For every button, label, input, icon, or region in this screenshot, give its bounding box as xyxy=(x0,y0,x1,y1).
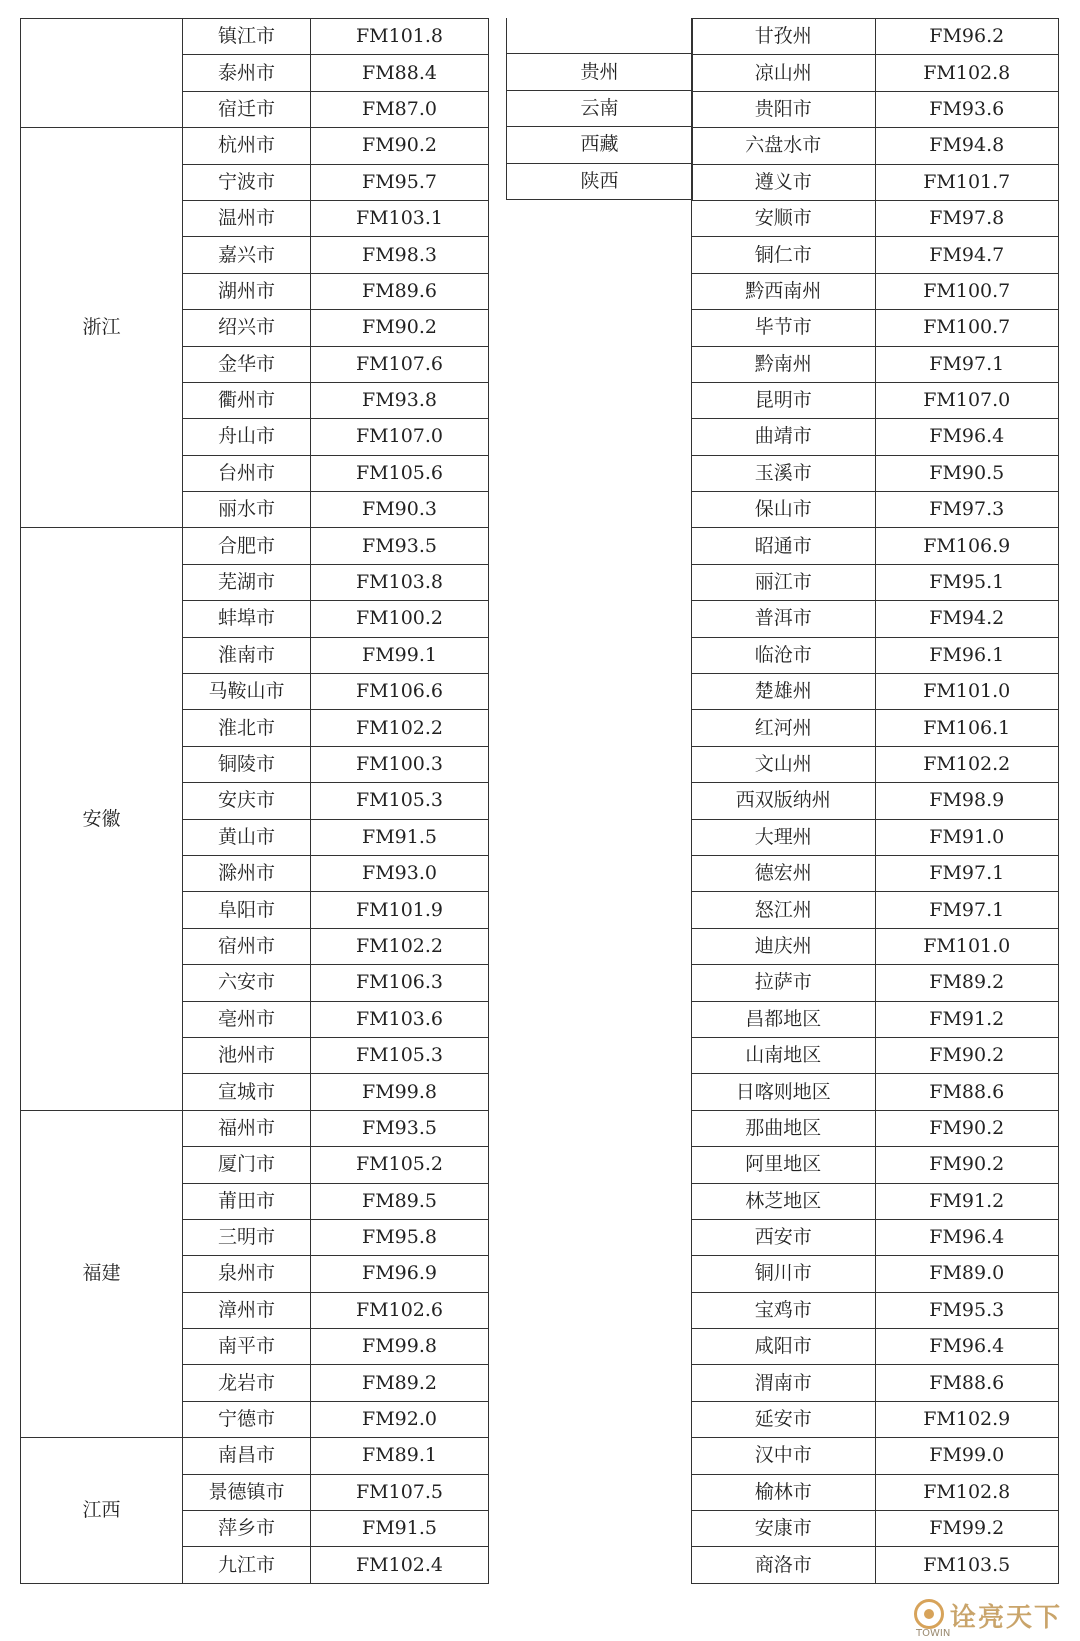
frequency-cell: FM102.2 xyxy=(875,746,1059,782)
table-row xyxy=(692,237,1059,273)
city-cell: 宝鸡市 xyxy=(692,1292,876,1328)
city-cell: 安顺市 xyxy=(692,200,876,236)
table-row xyxy=(692,1365,1059,1401)
frequency-cell: FM103.6 xyxy=(311,1001,489,1037)
table-row xyxy=(692,783,1059,819)
table-row xyxy=(692,346,1059,382)
city-cell: 景德镇市 xyxy=(183,1474,311,1510)
frequency-cell: FM105.6 xyxy=(311,455,489,491)
table-row xyxy=(692,492,1059,528)
frequency-cell: FM93.8 xyxy=(311,382,489,418)
watermark-subtitle: TOWIN xyxy=(916,1628,951,1639)
city-cell: 六安市 xyxy=(183,965,311,1001)
city-cell: 淮北市 xyxy=(183,710,311,746)
frequency-cell: FM106.9 xyxy=(875,528,1059,564)
frequency-cell: FM100.7 xyxy=(875,273,1059,309)
table-row xyxy=(692,419,1059,455)
frequency-cell: FM93.0 xyxy=(311,855,489,891)
city-cell: 临沧市 xyxy=(692,637,876,673)
city-cell: 咸阳市 xyxy=(692,1329,876,1365)
city-cell: 厦门市 xyxy=(183,1147,311,1183)
frequency-cell: FM91.5 xyxy=(311,819,489,855)
city-cell: 宁波市 xyxy=(183,164,311,200)
frequency-cell: FM100.3 xyxy=(311,746,489,782)
city-cell: 阿里地区 xyxy=(692,1147,876,1183)
city-cell: 日喀则地区 xyxy=(692,1074,876,1110)
frequency-cell: FM95.8 xyxy=(311,1219,489,1255)
frequency-cell: FM100.7 xyxy=(875,310,1059,346)
frequency-cell: FM92.0 xyxy=(311,1401,489,1437)
frequency-cell: FM102.8 xyxy=(875,1474,1059,1510)
frequency-cell: FM96.4 xyxy=(875,419,1059,455)
city-cell: 嘉兴市 xyxy=(183,237,311,273)
province-cell: 云南 xyxy=(507,90,693,126)
table-row xyxy=(692,1329,1059,1365)
city-cell: 迪庆州 xyxy=(692,928,876,964)
frequency-cell: FM90.2 xyxy=(875,1147,1059,1183)
frequency-cell: FM107.5 xyxy=(311,1474,489,1510)
table-row xyxy=(692,928,1059,964)
frequency-cell: FM99.0 xyxy=(875,1438,1059,1474)
city-cell: 滁州市 xyxy=(183,855,311,891)
table-row xyxy=(692,564,1059,600)
city-cell: 保山市 xyxy=(692,492,876,528)
frequency-cell: FM90.2 xyxy=(311,128,489,164)
city-cell: 马鞍山市 xyxy=(183,674,311,710)
table-row xyxy=(692,1110,1059,1146)
frequency-cell: FM89.0 xyxy=(875,1256,1059,1292)
city-cell: 舟山市 xyxy=(183,419,311,455)
frequency-cell: FM96.4 xyxy=(875,1219,1059,1255)
frequency-cell: FM91.0 xyxy=(875,819,1059,855)
table-row xyxy=(692,1219,1059,1255)
frequency-cell: FM105.2 xyxy=(311,1147,489,1183)
frequency-cell: FM105.3 xyxy=(311,1037,489,1073)
city-cell: 龙岩市 xyxy=(183,1365,311,1401)
city-cell: 芜湖市 xyxy=(183,564,311,600)
frequency-cell: FM93.5 xyxy=(311,528,489,564)
frequency-cell: FM95.7 xyxy=(311,164,489,200)
city-cell: 拉萨市 xyxy=(692,965,876,1001)
table-row xyxy=(692,164,1059,200)
city-cell: 福州市 xyxy=(183,1110,311,1146)
city-cell: 台州市 xyxy=(183,455,311,491)
frequency-cell: FM94.7 xyxy=(875,237,1059,273)
city-cell: 汉中市 xyxy=(692,1438,876,1474)
city-cell: 湖州市 xyxy=(183,273,311,309)
table-row xyxy=(692,1037,1059,1073)
table-row xyxy=(692,710,1059,746)
frequency-cell: FM95.1 xyxy=(875,564,1059,600)
city-cell: 黔西南州 xyxy=(692,273,876,309)
frequency-cell: FM96.2 xyxy=(875,19,1059,55)
city-cell: 铜川市 xyxy=(692,1256,876,1292)
province-cell xyxy=(507,18,693,54)
frequency-cell: FM101.9 xyxy=(311,892,489,928)
city-cell: 黔南州 xyxy=(692,346,876,382)
city-cell: 宁德市 xyxy=(183,1401,311,1437)
table-row xyxy=(692,200,1059,236)
city-cell: 丽江市 xyxy=(692,564,876,600)
frequency-cell: FM107.0 xyxy=(311,419,489,455)
frequency-cell: FM91.5 xyxy=(311,1511,489,1547)
frequency-cell: FM90.3 xyxy=(311,492,489,528)
frequency-cell: FM99.1 xyxy=(311,637,489,673)
frequency-cell: FM99.2 xyxy=(875,1511,1059,1547)
frequency-cell: FM97.8 xyxy=(875,200,1059,236)
city-cell: 昆明市 xyxy=(692,382,876,418)
province-cell: 浙江 xyxy=(21,128,183,528)
city-cell: 宿州市 xyxy=(183,928,311,964)
city-cell: 衢州市 xyxy=(183,382,311,418)
city-cell: 甘孜州 xyxy=(692,19,876,55)
city-cell: 凉山州 xyxy=(692,55,876,91)
frequency-cell: FM103.1 xyxy=(311,200,489,236)
city-cell: 宿迁市 xyxy=(183,91,311,127)
frequency-cell: FM100.2 xyxy=(311,601,489,637)
city-cell: 九江市 xyxy=(183,1547,311,1583)
spacer-cell xyxy=(489,19,507,1584)
table-row xyxy=(21,1110,507,1146)
table-row xyxy=(692,1147,1059,1183)
frequency-cell: FM97.3 xyxy=(875,492,1059,528)
table-row xyxy=(692,601,1059,637)
frequency-cell: FM105.3 xyxy=(311,783,489,819)
city-cell: 莆田市 xyxy=(183,1183,311,1219)
frequency-cell: FM88.6 xyxy=(875,1365,1059,1401)
left-frequency-table xyxy=(20,18,507,1584)
table-row xyxy=(692,819,1059,855)
table-row xyxy=(692,1474,1059,1510)
city-cell: 淮南市 xyxy=(183,637,311,673)
table-row xyxy=(692,1438,1059,1474)
city-cell: 商洛市 xyxy=(692,1547,876,1583)
table-row xyxy=(692,1183,1059,1219)
city-cell: 亳州市 xyxy=(183,1001,311,1037)
logo-icon xyxy=(914,1599,944,1629)
city-cell: 安康市 xyxy=(692,1511,876,1547)
frequency-cell: FM102.4 xyxy=(311,1547,489,1583)
frequency-cell: FM96.9 xyxy=(311,1256,489,1292)
frequency-cell: FM89.2 xyxy=(875,965,1059,1001)
table-row xyxy=(21,19,507,55)
table-row xyxy=(692,1401,1059,1437)
frequency-cell: FM106.3 xyxy=(311,965,489,1001)
table-row xyxy=(692,1256,1059,1292)
frequency-cell: FM102.9 xyxy=(875,1401,1059,1437)
frequency-cell: FM97.1 xyxy=(875,892,1059,928)
frequency-cell: FM89.6 xyxy=(311,273,489,309)
table-row xyxy=(692,455,1059,491)
city-cell: 泰州市 xyxy=(183,55,311,91)
table-row xyxy=(692,892,1059,928)
frequency-cell: FM93.6 xyxy=(875,91,1059,127)
frequency-cell: FM89.2 xyxy=(311,1365,489,1401)
watermark-title: 诠亮天下 xyxy=(950,1603,1063,1633)
frequency-cell: FM102.6 xyxy=(311,1292,489,1328)
frequency-cell: FM91.2 xyxy=(875,1183,1059,1219)
city-cell: 镇江市 xyxy=(183,19,311,55)
city-cell: 温州市 xyxy=(183,200,311,236)
city-cell: 渭南市 xyxy=(692,1365,876,1401)
city-cell: 铜仁市 xyxy=(692,237,876,273)
frequency-cell: FM90.2 xyxy=(311,310,489,346)
right-province-column xyxy=(506,18,693,200)
city-cell: 怒江州 xyxy=(692,892,876,928)
frequency-cell: FM90.2 xyxy=(875,1110,1059,1146)
table-row xyxy=(21,528,507,564)
table-row xyxy=(692,382,1059,418)
watermark-logo xyxy=(914,1597,1074,1639)
frequency-cell: FM94.8 xyxy=(875,128,1059,164)
frequency-cell: FM101.8 xyxy=(311,19,489,55)
frequency-cell: FM106.1 xyxy=(875,710,1059,746)
city-cell: 贵阳市 xyxy=(692,91,876,127)
city-cell: 西双版纳州 xyxy=(692,783,876,819)
frequency-cell: FM94.2 xyxy=(875,601,1059,637)
right-frequency-table xyxy=(691,18,1059,1584)
table-row xyxy=(692,1074,1059,1110)
frequency-cell: FM101.7 xyxy=(875,164,1059,200)
city-cell: 德宏州 xyxy=(692,855,876,891)
table-row xyxy=(692,55,1059,91)
city-cell: 红河州 xyxy=(692,710,876,746)
city-cell: 丽水市 xyxy=(183,492,311,528)
frequency-cell: FM98.3 xyxy=(311,237,489,273)
table-row xyxy=(692,746,1059,782)
frequency-cell: FM101.0 xyxy=(875,928,1059,964)
city-cell: 昌都地区 xyxy=(692,1001,876,1037)
frequency-cell: FM103.5 xyxy=(875,1547,1059,1583)
city-cell: 榆林市 xyxy=(692,1474,876,1510)
table-row xyxy=(692,91,1059,127)
frequency-cell: FM99.8 xyxy=(311,1329,489,1365)
frequency-cell: FM102.2 xyxy=(311,928,489,964)
city-cell: 延安市 xyxy=(692,1401,876,1437)
frequency-cell: FM88.4 xyxy=(311,55,489,91)
frequency-cell: FM107.0 xyxy=(875,382,1059,418)
province-cell: 贵州 xyxy=(507,54,693,90)
frequency-cell: FM95.3 xyxy=(875,1292,1059,1328)
city-cell: 池州市 xyxy=(183,1037,311,1073)
city-cell: 阜阳市 xyxy=(183,892,311,928)
city-cell: 楚雄州 xyxy=(692,674,876,710)
city-cell: 绍兴市 xyxy=(183,310,311,346)
frequency-cell: FM102.8 xyxy=(875,55,1059,91)
province-cell: 江西 xyxy=(21,1438,183,1584)
city-cell: 普洱市 xyxy=(692,601,876,637)
frequency-cell: FM91.2 xyxy=(875,1001,1059,1037)
province-cell: 西藏 xyxy=(507,127,693,163)
table-row xyxy=(692,674,1059,710)
city-cell: 南平市 xyxy=(183,1329,311,1365)
table-row xyxy=(692,528,1059,564)
city-cell: 文山州 xyxy=(692,746,876,782)
frequency-cell: FM99.8 xyxy=(311,1074,489,1110)
city-cell: 黄山市 xyxy=(183,819,311,855)
city-cell: 那曲地区 xyxy=(692,1110,876,1146)
city-cell: 玉溪市 xyxy=(692,455,876,491)
frequency-cell: FM101.0 xyxy=(875,674,1059,710)
city-cell: 山南地区 xyxy=(692,1037,876,1073)
city-cell: 铜陵市 xyxy=(183,746,311,782)
table-row xyxy=(692,310,1059,346)
city-cell: 六盘水市 xyxy=(692,128,876,164)
frequency-cell: FM90.5 xyxy=(875,455,1059,491)
city-cell: 漳州市 xyxy=(183,1292,311,1328)
city-cell: 昭通市 xyxy=(692,528,876,564)
city-cell: 金华市 xyxy=(183,346,311,382)
province-cell: 陕西 xyxy=(507,163,693,199)
frequency-cell: FM89.1 xyxy=(311,1438,489,1474)
table-row xyxy=(692,1511,1059,1547)
table-row xyxy=(692,19,1059,55)
frequency-cell: FM107.6 xyxy=(311,346,489,382)
city-cell: 三明市 xyxy=(183,1219,311,1255)
table-row xyxy=(692,965,1059,1001)
frequency-cell: FM97.1 xyxy=(875,346,1059,382)
frequency-cell: FM90.2 xyxy=(875,1037,1059,1073)
frequency-cell: FM96.1 xyxy=(875,637,1059,673)
table-row xyxy=(692,637,1059,673)
frequency-cell: FM102.2 xyxy=(311,710,489,746)
city-cell: 泉州市 xyxy=(183,1256,311,1292)
city-cell: 曲靖市 xyxy=(692,419,876,455)
frequency-cell: FM89.5 xyxy=(311,1183,489,1219)
city-cell: 萍乡市 xyxy=(183,1511,311,1547)
table-row xyxy=(692,273,1059,309)
table-row xyxy=(21,128,507,164)
city-cell: 合肥市 xyxy=(183,528,311,564)
city-cell: 遵义市 xyxy=(692,164,876,200)
city-cell: 林芝地区 xyxy=(692,1183,876,1219)
city-cell: 西安市 xyxy=(692,1219,876,1255)
frequency-cell: FM106.6 xyxy=(311,674,489,710)
frequency-cell: FM103.8 xyxy=(311,564,489,600)
province-cell: 福建 xyxy=(21,1110,183,1438)
frequency-cell: FM98.9 xyxy=(875,783,1059,819)
province-cell xyxy=(21,19,183,128)
frequency-cell: FM88.6 xyxy=(875,1074,1059,1110)
city-cell: 毕节市 xyxy=(692,310,876,346)
table-row xyxy=(692,1001,1059,1037)
table-row xyxy=(692,855,1059,891)
city-cell: 宣城市 xyxy=(183,1074,311,1110)
table-row xyxy=(692,128,1059,164)
city-cell: 蚌埠市 xyxy=(183,601,311,637)
city-cell: 杭州市 xyxy=(183,128,311,164)
city-cell: 大理州 xyxy=(692,819,876,855)
frequency-cell: FM93.5 xyxy=(311,1110,489,1146)
province-cell: 安徽 xyxy=(21,528,183,1110)
frequency-cell: FM87.0 xyxy=(311,91,489,127)
table-row xyxy=(692,1547,1059,1583)
frequency-cell: FM96.4 xyxy=(875,1329,1059,1365)
frequency-cell: FM97.1 xyxy=(875,855,1059,891)
table-row xyxy=(692,1292,1059,1328)
table-row xyxy=(21,1438,507,1474)
city-cell: 安庆市 xyxy=(183,783,311,819)
city-cell: 南昌市 xyxy=(183,1438,311,1474)
